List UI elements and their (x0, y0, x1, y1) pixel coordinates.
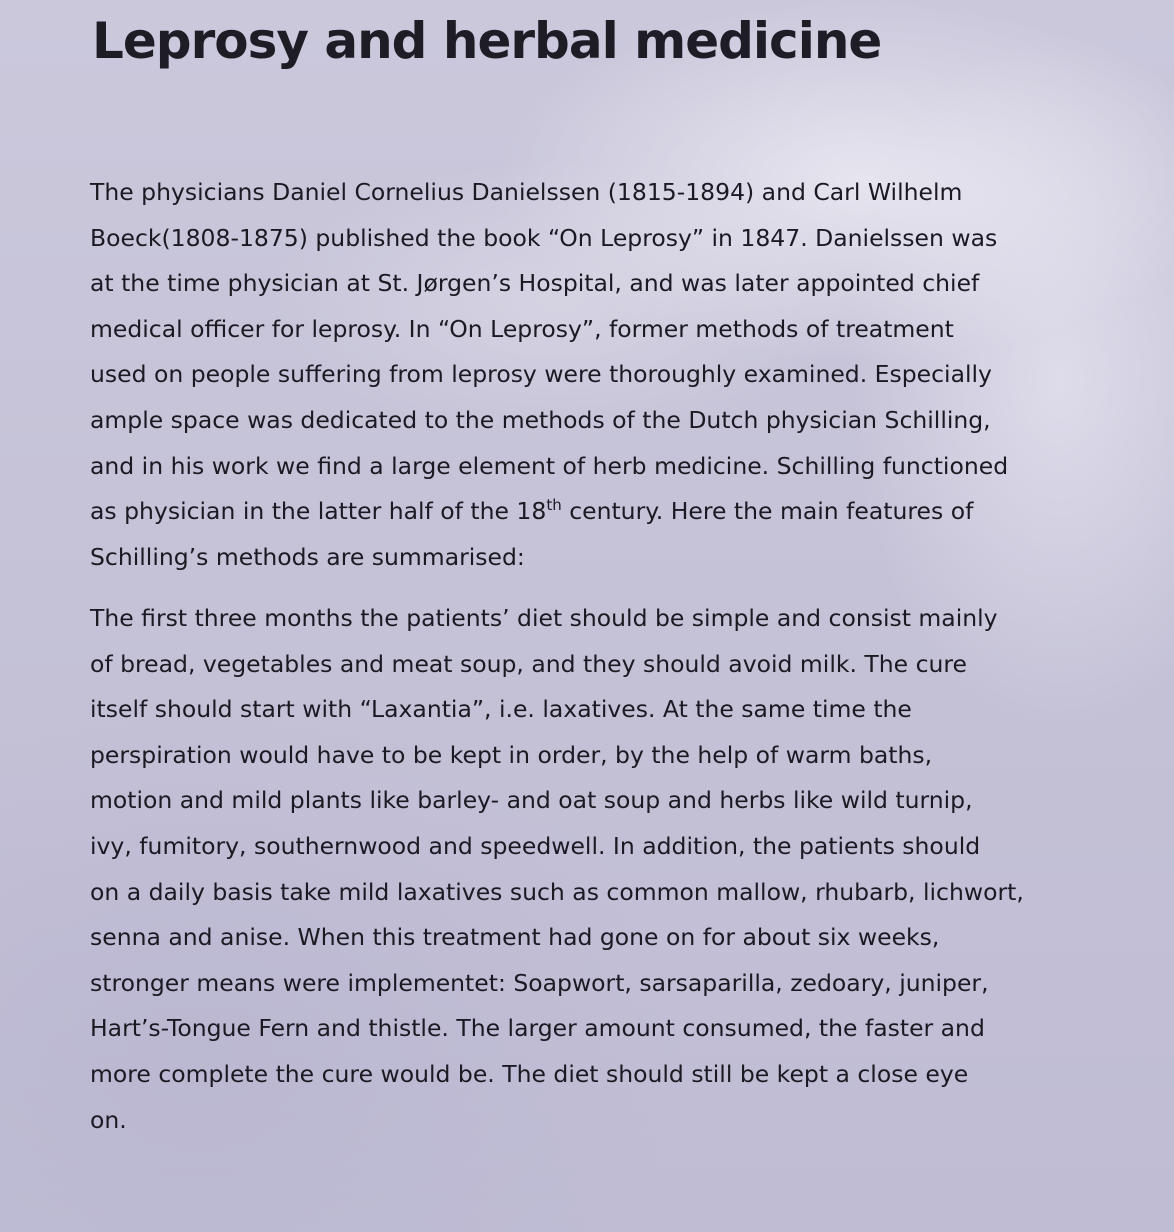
text-line: Hart’s-Tongue Fern and thistle. The larger amount consumed, the faster and (90, 1014, 985, 1043)
text-line: ivy, fumitory, southernwood and speedwell. In addition, the patients should (90, 831, 981, 860)
text-line: more complete the cure would be. The diet should still be kept a close eye (90, 1059, 969, 1088)
text-line: The first three months the patients’ diet should be simple and consist mainly (90, 604, 998, 632)
paragraph-intro (90, 170, 1100, 580)
text-line: medical officer for leprosy. In “On Leprosy”, former methods of treatment (90, 314, 954, 343)
text-segment: as physician in the latter half of the 18 (90, 497, 547, 526)
text-line: ample space was dedicated to the methods of the Dutch physician Schilling, (90, 405, 991, 434)
text-line: motion and mild plants like barley- and oat soup and herbs like wild turnip, (90, 786, 973, 815)
text-line: The physicians Daniel Cornelius Danielssen (1815-1894) and Carl Wilhelm (90, 178, 963, 206)
text-line (90, 489, 1100, 535)
text-line: of bread, vegetables and meat soup, and they should avoid milk. The cure (90, 649, 968, 678)
text-line: Schilling’s methods are summarised: (90, 542, 525, 571)
page-title: Leprosy and herbal medicine (92, 12, 882, 70)
text-line: perspiration would have to be kept in order, by the help of warm baths, (90, 740, 933, 769)
text-line: used on people suffering from leprosy were thoroughly examined. Especially (90, 360, 992, 389)
superscript: th (546, 496, 562, 515)
text-line: senna and anise. When this treatment had gone on for about six weeks, (90, 923, 940, 952)
text-line: itself should start with “Laxantia”, i.e. laxatives. At the same time the (90, 695, 912, 724)
text-line: and in his work we find a large element of herb medicine. Schilling functioned (90, 451, 1009, 480)
paragraph-methods (90, 596, 1100, 1143)
text-line: at the time physician at St. Jørgen’s Hospital, and was later appointed chief (90, 269, 980, 298)
text-line: stronger means were implementet: Soapwort, sarsaparilla, zedoary, juniper, (90, 968, 989, 997)
text-segment: century. Here the main features of (561, 497, 974, 526)
text-line: Boeck(1808-1875) published the book “On Leprosy” in 1847. Danielssen was (90, 223, 998, 252)
text-line: on. (90, 1105, 127, 1134)
text-line: on a daily basis take mild laxatives such as common mallow, rhubarb, lichwort, (90, 877, 1024, 906)
